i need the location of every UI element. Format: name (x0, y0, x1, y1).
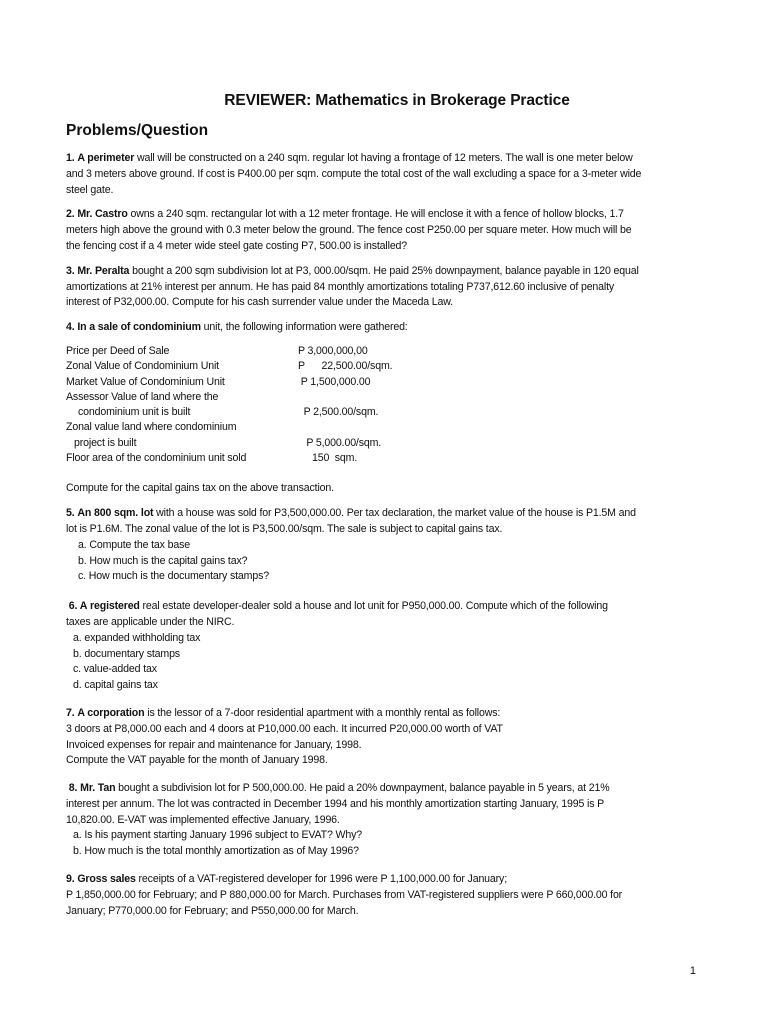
question-7: 7. A corporation is the lessor of a 7-door residential apartment with a monthly rental as follows: 3 doors at P8,000.00 each and 4 doors at P10,000.00 each. It incurred P20,000.00 worth of VAT Invoiced expenses for repair and maintenance for January, 1998. Compute the VAT payable for the month of January 1998. (66, 706, 503, 767)
list-item: b. documentary stamps (73, 647, 180, 660)
list-item: c. How much is the documentary stamps? (78, 570, 269, 583)
question-number: 9. (66, 873, 75, 886)
question-number: 4. (66, 321, 75, 334)
question-lead: In a sale of condominium (77, 321, 201, 334)
question-2: 2. Mr. Castro owns a 240 sqm. rectangular lot with a 12 meter frontage. He will enclose it with a fence of hollow blocks, 1.7 meters high above the ground with 0.3 meter below the ground. The fence cost P250.00 per square meter. How much will be the fencing cost if a 4 meter wide steel gate costing P7, 500.00 is installed? (66, 208, 632, 252)
table-row: Market Value of Condominium Unit P 1,500,000.00 (66, 375, 371, 388)
table-row: Zonal value land where condominium (66, 421, 237, 434)
list-item: c. value-added tax (73, 663, 157, 676)
table-row: Floor area of the condominium unit sold 150 sqm. (66, 452, 358, 465)
page-number: 1 (689, 965, 696, 977)
question-4: 4. In a sale of condominium unit, the following information were gathered: (66, 321, 408, 334)
question-3: 3. Mr. Peralta bought a 200 sqm subdivision lot at P3, 000.00/sqm. He paid 25% downpayment, balance payable in 120 equal amortizations at 21% interest per annum. He has paid 84 monthly amortizations totaling P737,612.60 inclusive of penalty interest of P32,000.00. Compute for his cash surrender value under the Maceda Law. (66, 264, 639, 309)
list-item: a. Is his payment starting January 1996 subject to EVAT? Why? (73, 829, 362, 842)
question-lead: A corporation (77, 706, 145, 719)
document-page (66, 92, 706, 928)
question-number: 2. (66, 208, 75, 221)
list-item: d. capital gains tax (73, 679, 158, 692)
list-item: a. expanded withholding tax (73, 631, 201, 644)
question-lead: A perimeter (77, 152, 135, 164)
question-lead: Mr. Castro (77, 208, 128, 221)
question-number: 5. (66, 507, 75, 520)
list-item: b. How much is the total monthly amortization as of May 1996? (73, 845, 359, 858)
table-row: Zonal Value of Condominium Unit P 22,500.00/sqm. (66, 360, 393, 373)
question-4-footer: Compute for the capital gains tax on the above transaction. (66, 482, 334, 495)
question-lead: Mr. Peralta (77, 264, 130, 277)
question-number: 8. (68, 782, 78, 795)
list-item: b. How much is the capital gains tax? (78, 554, 248, 567)
table-row: Assessor Value of land where the (66, 390, 219, 403)
question-number: 6. A (68, 600, 88, 613)
question-9: 9. Gross sales receipts of a VAT-registered developer for 1996 were P 1,100,000.00 for January; P 1,850,000.00 for February; and P 880,000.00 for March. Purchases from VAT-registered suppliers were P 660,000.00 for January; P770,000.00 for February; and P550,000.00 for March. (66, 873, 623, 917)
table-row: project is built P 5,000.00/sqm. (74, 436, 382, 449)
document-title: REVIEWER: Mathematics in Brokerage Practice (224, 92, 570, 109)
question-lead: Gross sales (77, 873, 136, 886)
question-5: 5. An 800 sqm. lot with a house was sold for P3,500,000.00. Per tax declaration, the market value of the house is P1.5M and lot is P1.6M. The zonal value of the lot is P3,500.00/sqm. The sale is subject to capital gains tax. a. Compute the tax base b. How much is the capital gains tax? c. How much is the documentary stamps? (66, 506, 706, 585)
table-row: condominium unit is built P 2,500.00/sqm. (78, 406, 379, 419)
question-lead: registered (90, 600, 140, 613)
question-1: 1. A perimeter wall will be constructed on a 240 sqm. regular lot having a frontage of 12 meters. The wall is one meter below and 3 meters above ground. If cost is P400.00 per sqm. compute the total cost of the wall excluding a space for a 3-meter wide steel gate. (66, 152, 642, 196)
question-lead: An 800 sqm. lot (77, 507, 154, 520)
list-item: a. Compute the tax base (78, 538, 190, 551)
question-lead: Mr. Tan (80, 782, 116, 795)
question-number: 1. (66, 152, 75, 164)
question-8: 8. Mr. Tan bought a subdivision lot for P 500,000.00. He paid a 20% downpayment, balance payable in 5 years, at 21% interest per annum. The lot was contracted in December 1994 and his monthly amortization starting January, 1995 is P 10,820.00. E-VAT was implemented effective January, 1996. a. Is his payment starting January 1996 subject to EVAT? Why? b. How much is the total monthly amortization as of May 1996? (66, 781, 706, 860)
condominium-info-table (66, 345, 392, 467)
table-row: Price per Deed of Sale P 3,000,000,00 (66, 344, 368, 357)
question-6: 6. A registered real estate developer-dealer sold a house and lot unit for P950,000.00. Compute which of the following taxes are applicable under the NIRC. a. expanded withholding tax b. documentary stamps c. value-added tax d. capital gains tax (66, 599, 706, 694)
section-heading: Problems/Question (66, 122, 209, 139)
question-number: 3. (66, 264, 75, 277)
question-number: 7. (66, 706, 75, 719)
